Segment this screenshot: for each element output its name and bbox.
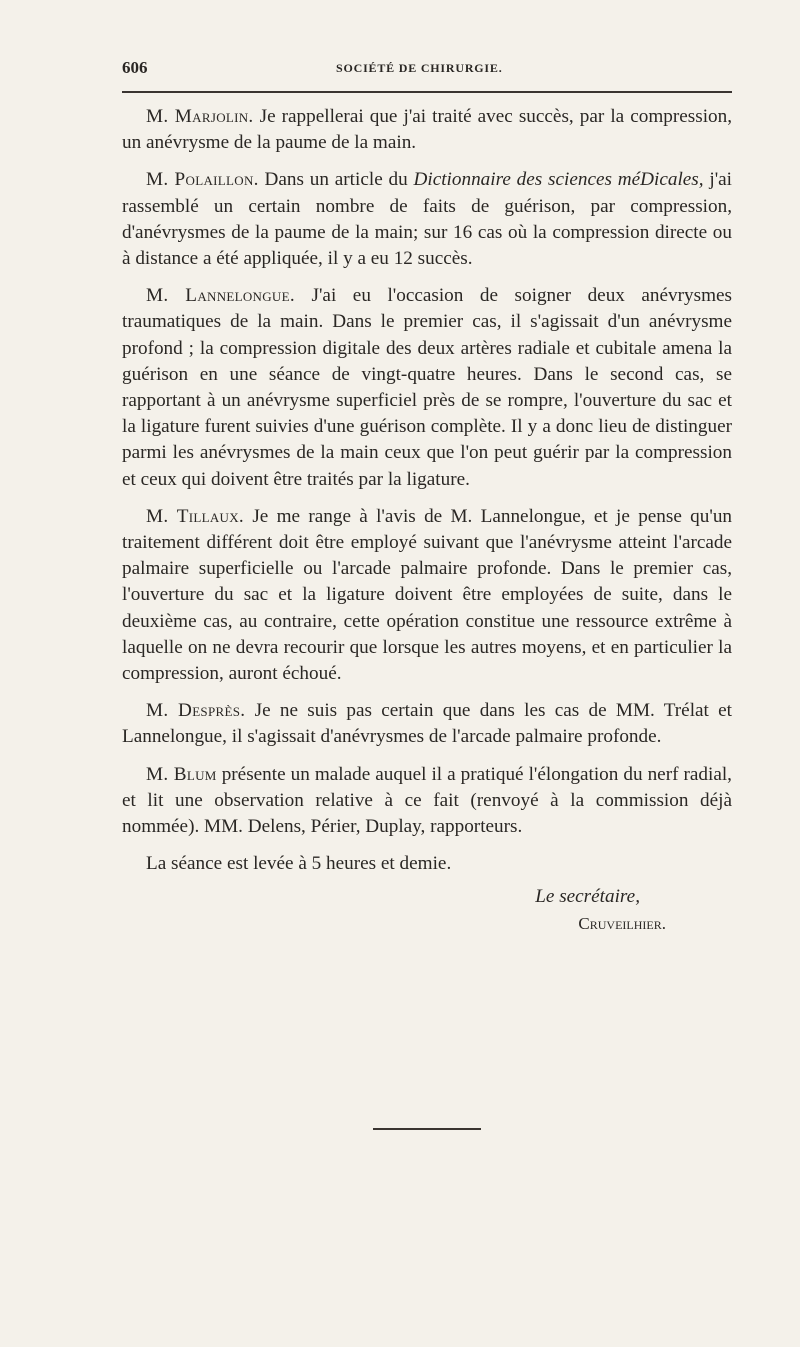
speaker-name: M. Desprès. bbox=[146, 700, 246, 722]
body-text bbox=[122, 104, 732, 937]
paragraph-text: Je rappellerai que j'ai traité avec succès, par la compression, un anévrysme de la paume de la main. bbox=[122, 106, 733, 154]
paragraph-text: Je ne suis pas certain que dans les cas de MM. Trélat et Lannelongue, il s'agissait d'anévrysmes de l'arcade palmaire profonde. bbox=[122, 700, 733, 748]
page-number: 606 bbox=[122, 58, 148, 77]
signature-title: Le secrétaire, bbox=[535, 886, 640, 908]
paragraph-text: présente un malade auquel il a pratiqué l'élongation du nerf radial, et lit une observation relative à ce fait (renvoyé à la commission déjà nommée). MM. Delens, Périer, Duplay, rapporteurs. bbox=[122, 763, 732, 838]
paragraph-text: j'ai rassemblé un certain nombre de faits de guérison, par compression, d'anévrysmes de la paume de la main; sur 16 cas où la compression directe ou à distance a été appliquée, il y a eu 12 succès. bbox=[122, 169, 733, 270]
paragraph-text: La séance est levée à 5 heures et demie. bbox=[146, 853, 452, 875]
page-header bbox=[122, 58, 732, 82]
header-rule bbox=[122, 91, 732, 93]
paragraph-text: J'ai eu l'occasion de soigner deux anévrysmes traumatiques de la main. Dans le premier cas, il s'agissait d'un anévrysme profond ; la compression digitale des deux artères radiale et cubitale amena la guérison en une séance de vingt-quatre heures. Dans le second cas, se rapportant à un anévrysme superficiel près de se rompre, l'ouverture du sac et la ligature furent suivies d'une guérison complète. Il y a donc lieu de distinguer parmi les anévrysmes de la main ceux que l'on peut guérir par la compression et ceux qui doivent être traités par la ligature. bbox=[122, 285, 732, 490]
paragraph-lannelongue bbox=[122, 283, 732, 493]
end-rule bbox=[373, 1128, 481, 1130]
speaker-name: M. Tillaux. bbox=[146, 505, 245, 527]
paragraph-text: Dans un article du bbox=[264, 169, 408, 191]
signature-name: Cruveilhier. bbox=[578, 913, 666, 933]
paragraph-marjolin bbox=[122, 104, 732, 156]
paragraph-tillaux bbox=[122, 504, 732, 687]
speaker-name: M. Marjolin. bbox=[146, 106, 254, 127]
speaker-name: M. Lannelongue. bbox=[146, 285, 295, 307]
italic-title: Dictionnaire des sciences méDicales, bbox=[413, 169, 704, 191]
paragraph-text: Je me range à l'avis de M. Lannelongue, et je pense qu'un traitement différent doit être employé suivant que l'anévrysme atteint l'arcade palmaire superficielle ou l'arcade palmaire profonde. Dans le premier cas, l'ouverture du sac et la ligature doivent être employées de suite, dans le deuxième cas, au contraire, cette opération constitue une ressource extrême à laquelle on ne devra recourir que lorsque les autres moyens, et en particulier la compression, auront échoué. bbox=[122, 505, 733, 685]
running-title: SOCIÉTÉ DE CHIRURGIE. bbox=[336, 61, 503, 75]
speaker-name: M. Blum bbox=[146, 763, 217, 785]
paragraph-despres bbox=[122, 698, 732, 750]
speaker-name: M. Polaillon. bbox=[146, 169, 259, 191]
paragraph-polaillon bbox=[122, 167, 732, 272]
paragraph-blum bbox=[122, 762, 732, 841]
paragraph-closing bbox=[122, 851, 732, 877]
